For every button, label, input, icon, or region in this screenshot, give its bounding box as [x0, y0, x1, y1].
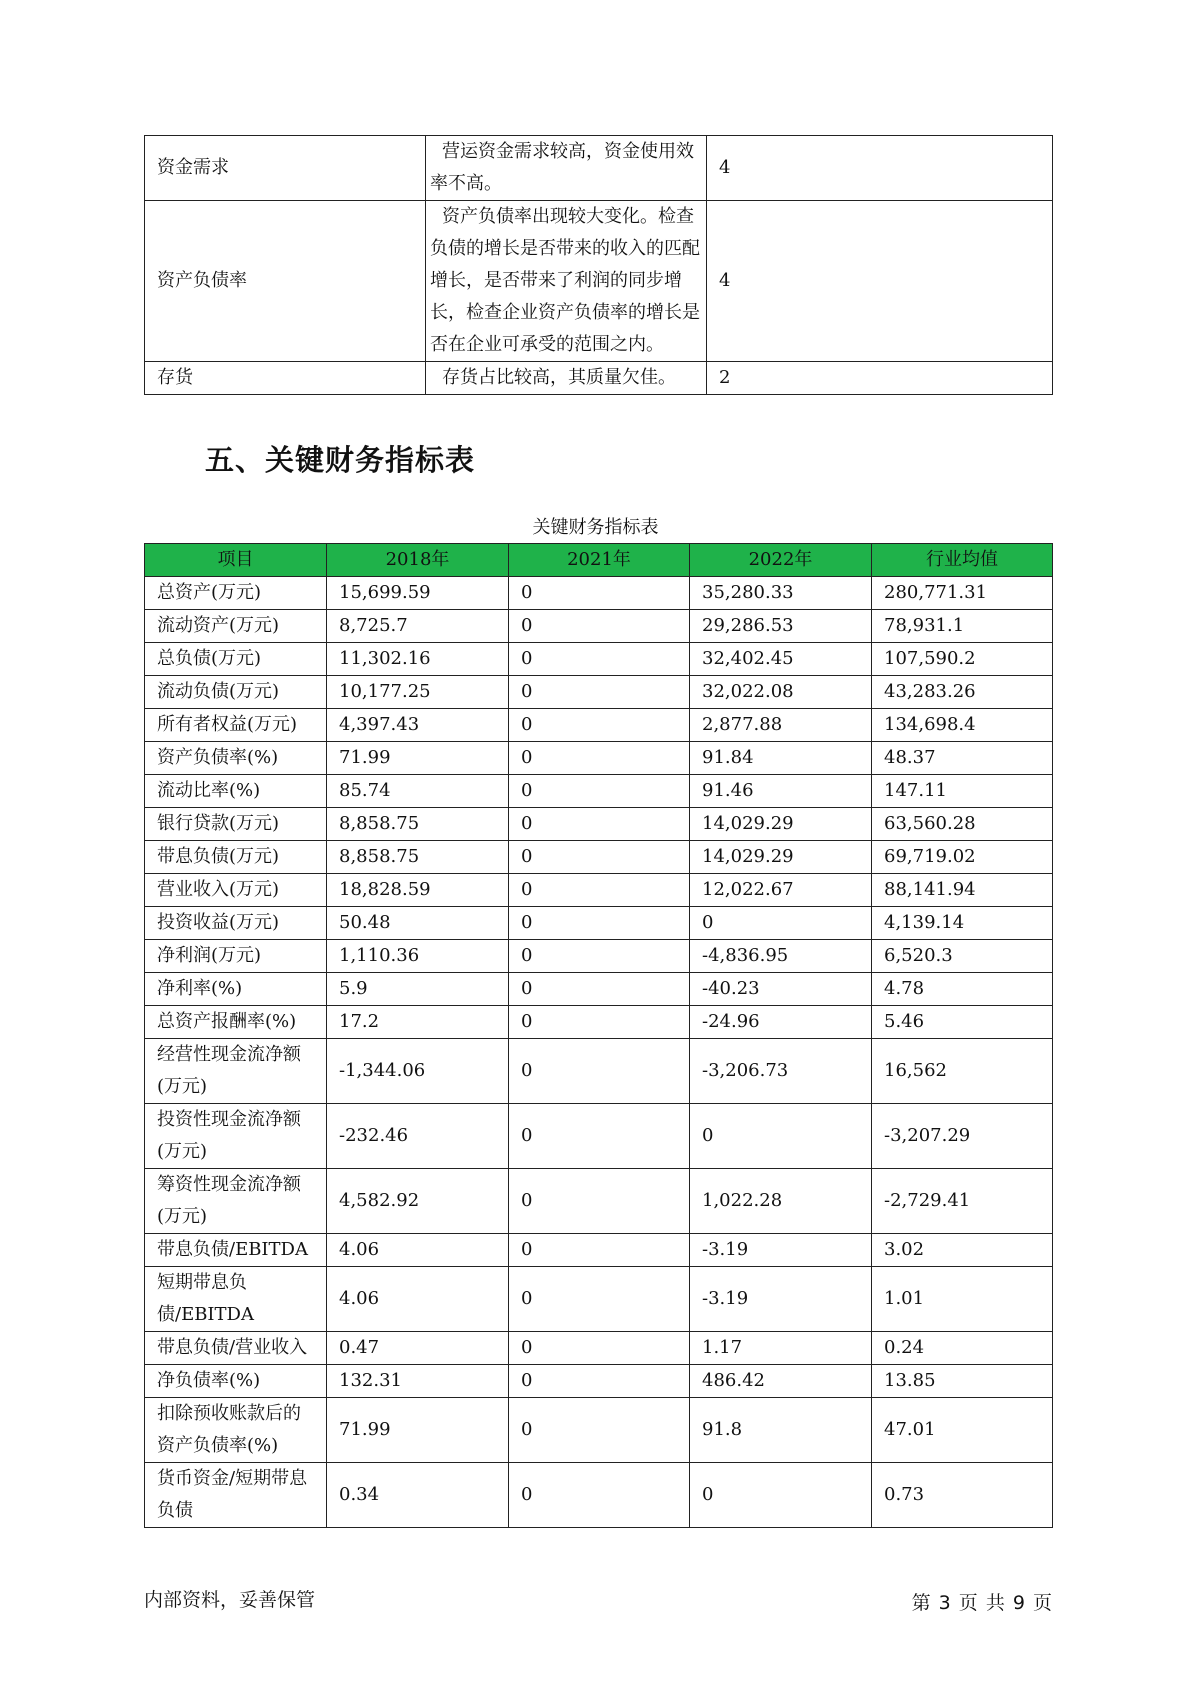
value-cell: 147.11 — [872, 775, 1053, 808]
value-cell: 1.01 — [872, 1267, 1053, 1332]
value-cell: 1.17 — [690, 1332, 872, 1365]
value-cell: 71.99 — [327, 742, 509, 775]
table-row — [145, 1332, 1053, 1365]
value-cell: 50.48 — [327, 907, 509, 940]
value-cell: 0 — [509, 775, 690, 808]
row-label-cell: 带息负债(万元) — [145, 841, 327, 874]
value-cell: 0 — [509, 907, 690, 940]
risk-row — [145, 201, 1053, 362]
table-body — [145, 577, 1053, 1528]
risk-row — [145, 362, 1053, 395]
value-cell: 0.24 — [872, 1332, 1053, 1365]
value-cell: 0 — [509, 1006, 690, 1039]
value-cell: 69,719.02 — [872, 841, 1053, 874]
value-cell: 5.9 — [327, 973, 509, 1006]
row-label-cell: 投资性现金流净额(万元) — [145, 1104, 327, 1169]
value-cell: 0 — [509, 1365, 690, 1398]
value-cell: 12,022.67 — [690, 874, 872, 907]
value-cell: 132.31 — [327, 1365, 509, 1398]
financial-indicators-table — [144, 543, 1053, 1528]
table-header-row — [145, 544, 1053, 577]
value-cell: 0 — [690, 1463, 872, 1528]
value-cell: 17.2 — [327, 1006, 509, 1039]
value-cell: 4,139.14 — [872, 907, 1053, 940]
table-row — [145, 676, 1053, 709]
value-cell: 18,828.59 — [327, 874, 509, 907]
value-cell: 71.99 — [327, 1398, 509, 1463]
value-cell: 4.06 — [327, 1267, 509, 1332]
value-cell: 0 — [509, 742, 690, 775]
table-row — [145, 841, 1053, 874]
value-cell: -40.23 — [690, 973, 872, 1006]
table-row — [145, 1039, 1053, 1104]
value-cell: 6,520.3 — [872, 940, 1053, 973]
row-label-cell: 总资产报酬率(%) — [145, 1006, 327, 1039]
value-cell: 0 — [509, 1463, 690, 1528]
table-row — [145, 1104, 1053, 1169]
risk-description: 资产负债率出现较大变化。检查负债的增长是否带来的收入的匹配增长，是否带来了利润的同步增长，检查企业资产负债率的增长是否在企业可承受的范围之内。 — [426, 201, 707, 362]
row-label-cell: 资产负债率(%) — [145, 742, 327, 775]
column-header: 2018年 — [327, 544, 509, 577]
value-cell: 0 — [509, 676, 690, 709]
value-cell: 35,280.33 — [690, 577, 872, 610]
value-cell: 0 — [509, 643, 690, 676]
value-cell: 1,022.28 — [690, 1169, 872, 1234]
footer-page-number: 第 3 页 共 9 页 — [911, 1592, 1052, 1614]
value-cell: 16,562 — [872, 1039, 1053, 1104]
value-cell: 4.06 — [327, 1234, 509, 1267]
value-cell: 47.01 — [872, 1398, 1053, 1463]
value-cell: 4,397.43 — [327, 709, 509, 742]
table-row — [145, 874, 1053, 907]
risk-description: 营运资金需求较高，资金使用效率不高。 — [426, 136, 707, 201]
value-cell: 0 — [509, 973, 690, 1006]
column-header: 行业均值 — [872, 544, 1053, 577]
value-cell: -3.19 — [690, 1267, 872, 1332]
value-cell: 0.34 — [327, 1463, 509, 1528]
value-cell: 91.46 — [690, 775, 872, 808]
risk-item: 资产负债率 — [145, 201, 426, 362]
value-cell: 134,698.4 — [872, 709, 1053, 742]
value-cell: -3.19 — [690, 1234, 872, 1267]
value-cell: 4.78 — [872, 973, 1053, 1006]
row-label-cell: 净负债率(%) — [145, 1365, 327, 1398]
value-cell: -3,207.29 — [872, 1104, 1053, 1169]
row-label-cell: 所有者权益(万元) — [145, 709, 327, 742]
value-cell: 11,302.16 — [327, 643, 509, 676]
value-cell: 2,877.88 — [690, 709, 872, 742]
value-cell: 0 — [509, 841, 690, 874]
value-cell: 0 — [509, 577, 690, 610]
value-cell: 15,699.59 — [327, 577, 509, 610]
value-cell: 0 — [509, 808, 690, 841]
risk-item: 资金需求 — [145, 136, 426, 201]
table-row — [145, 1234, 1053, 1267]
value-cell: 486.42 — [690, 1365, 872, 1398]
value-cell: 0 — [509, 709, 690, 742]
value-cell: 0 — [690, 1104, 872, 1169]
table-row — [145, 775, 1053, 808]
table-row — [145, 1267, 1053, 1332]
value-cell: -2,729.41 — [872, 1169, 1053, 1234]
value-cell: 85.74 — [327, 775, 509, 808]
risk-table — [144, 135, 1053, 395]
row-label-cell: 经营性现金流净额(万元) — [145, 1039, 327, 1104]
row-label-cell: 总负债(万元) — [145, 643, 327, 676]
section-heading: 五、关键财务指标表 — [205, 443, 476, 477]
value-cell: 91.8 — [690, 1398, 872, 1463]
table-row — [145, 709, 1053, 742]
value-cell: 14,029.29 — [690, 808, 872, 841]
table-row — [145, 973, 1053, 1006]
value-cell: 14,029.29 — [690, 841, 872, 874]
table-caption: 关键财务指标表 — [532, 517, 659, 538]
row-label-cell: 投资收益(万元) — [145, 907, 327, 940]
table-row — [145, 1365, 1053, 1398]
value-cell: 91.84 — [690, 742, 872, 775]
column-header: 项目 — [145, 544, 327, 577]
value-cell: -3,206.73 — [690, 1039, 872, 1104]
value-cell: 0 — [509, 1169, 690, 1234]
value-cell: 5.46 — [872, 1006, 1053, 1039]
table-row — [145, 1463, 1053, 1528]
value-cell: 4,582.92 — [327, 1169, 509, 1234]
value-cell: 48.37 — [872, 742, 1053, 775]
footer-confidential-note: 内部资料，妥善保管 — [144, 1589, 316, 1611]
value-cell: 29,286.53 — [690, 610, 872, 643]
row-label-cell: 净利润(万元) — [145, 940, 327, 973]
value-cell: 107,590.2 — [872, 643, 1053, 676]
value-cell: 280,771.31 — [872, 577, 1053, 610]
risk-score: 4 — [707, 201, 1053, 362]
value-cell: 63,560.28 — [872, 808, 1053, 841]
row-label-cell: 流动比率(%) — [145, 775, 327, 808]
risk-item: 存货 — [145, 362, 426, 395]
row-label-cell: 净利率(%) — [145, 973, 327, 1006]
value-cell: 0 — [509, 1398, 690, 1463]
value-cell: 0 — [509, 874, 690, 907]
row-label-cell: 短期带息负债/EBITDA — [145, 1267, 327, 1332]
row-label-cell: 流动负债(万元) — [145, 676, 327, 709]
row-label-cell: 流动资产(万元) — [145, 610, 327, 643]
row-label-cell: 筹资性现金流净额(万元) — [145, 1169, 327, 1234]
value-cell: 8,725.7 — [327, 610, 509, 643]
value-cell: 43,283.26 — [872, 676, 1053, 709]
table-row — [145, 742, 1053, 775]
value-cell: 0 — [509, 1234, 690, 1267]
value-cell: 0.73 — [872, 1463, 1053, 1528]
value-cell: 32,402.45 — [690, 643, 872, 676]
value-cell: 13.85 — [872, 1365, 1053, 1398]
value-cell: 8,858.75 — [327, 808, 509, 841]
risk-score: 2 — [707, 362, 1053, 395]
column-header: 2022年 — [690, 544, 872, 577]
table-row — [145, 610, 1053, 643]
value-cell: -4,836.95 — [690, 940, 872, 973]
row-label-cell: 营业收入(万元) — [145, 874, 327, 907]
value-cell: -1,344.06 — [327, 1039, 509, 1104]
column-header: 2021年 — [509, 544, 690, 577]
table-row — [145, 940, 1053, 973]
value-cell: 88,141.94 — [872, 874, 1053, 907]
table-row — [145, 1169, 1053, 1234]
value-cell: 0 — [509, 1039, 690, 1104]
risk-row — [145, 136, 1053, 201]
row-label-cell: 带息负债/营业收入 — [145, 1332, 327, 1365]
table-row — [145, 808, 1053, 841]
table-row — [145, 907, 1053, 940]
risk-description: 存货占比较高，其质量欠佳。 — [426, 362, 707, 395]
row-label-cell: 货币资金/短期带息负债 — [145, 1463, 327, 1528]
value-cell: 0 — [509, 610, 690, 643]
value-cell: 32,022.08 — [690, 676, 872, 709]
row-label-cell: 扣除预收账款后的资产负债率(%) — [145, 1398, 327, 1463]
value-cell: -24.96 — [690, 1006, 872, 1039]
value-cell: 3.02 — [872, 1234, 1053, 1267]
table-row — [145, 643, 1053, 676]
value-cell: -232.46 — [327, 1104, 509, 1169]
value-cell: 0 — [509, 1267, 690, 1332]
table-row — [145, 1398, 1053, 1463]
risk-score: 4 — [707, 136, 1053, 201]
value-cell: 0.47 — [327, 1332, 509, 1365]
value-cell: 0 — [509, 1104, 690, 1169]
value-cell: 10,177.25 — [327, 676, 509, 709]
value-cell: 0 — [690, 907, 872, 940]
row-label-cell: 银行贷款(万元) — [145, 808, 327, 841]
table-row — [145, 1006, 1053, 1039]
value-cell: 1,110.36 — [327, 940, 509, 973]
table-row — [145, 577, 1053, 610]
value-cell: 0 — [509, 940, 690, 973]
value-cell: 8,858.75 — [327, 841, 509, 874]
value-cell: 0 — [509, 1332, 690, 1365]
value-cell: 78,931.1 — [872, 610, 1053, 643]
row-label-cell: 带息负债/EBITDA — [145, 1234, 327, 1267]
row-label-cell: 总资产(万元) — [145, 577, 327, 610]
